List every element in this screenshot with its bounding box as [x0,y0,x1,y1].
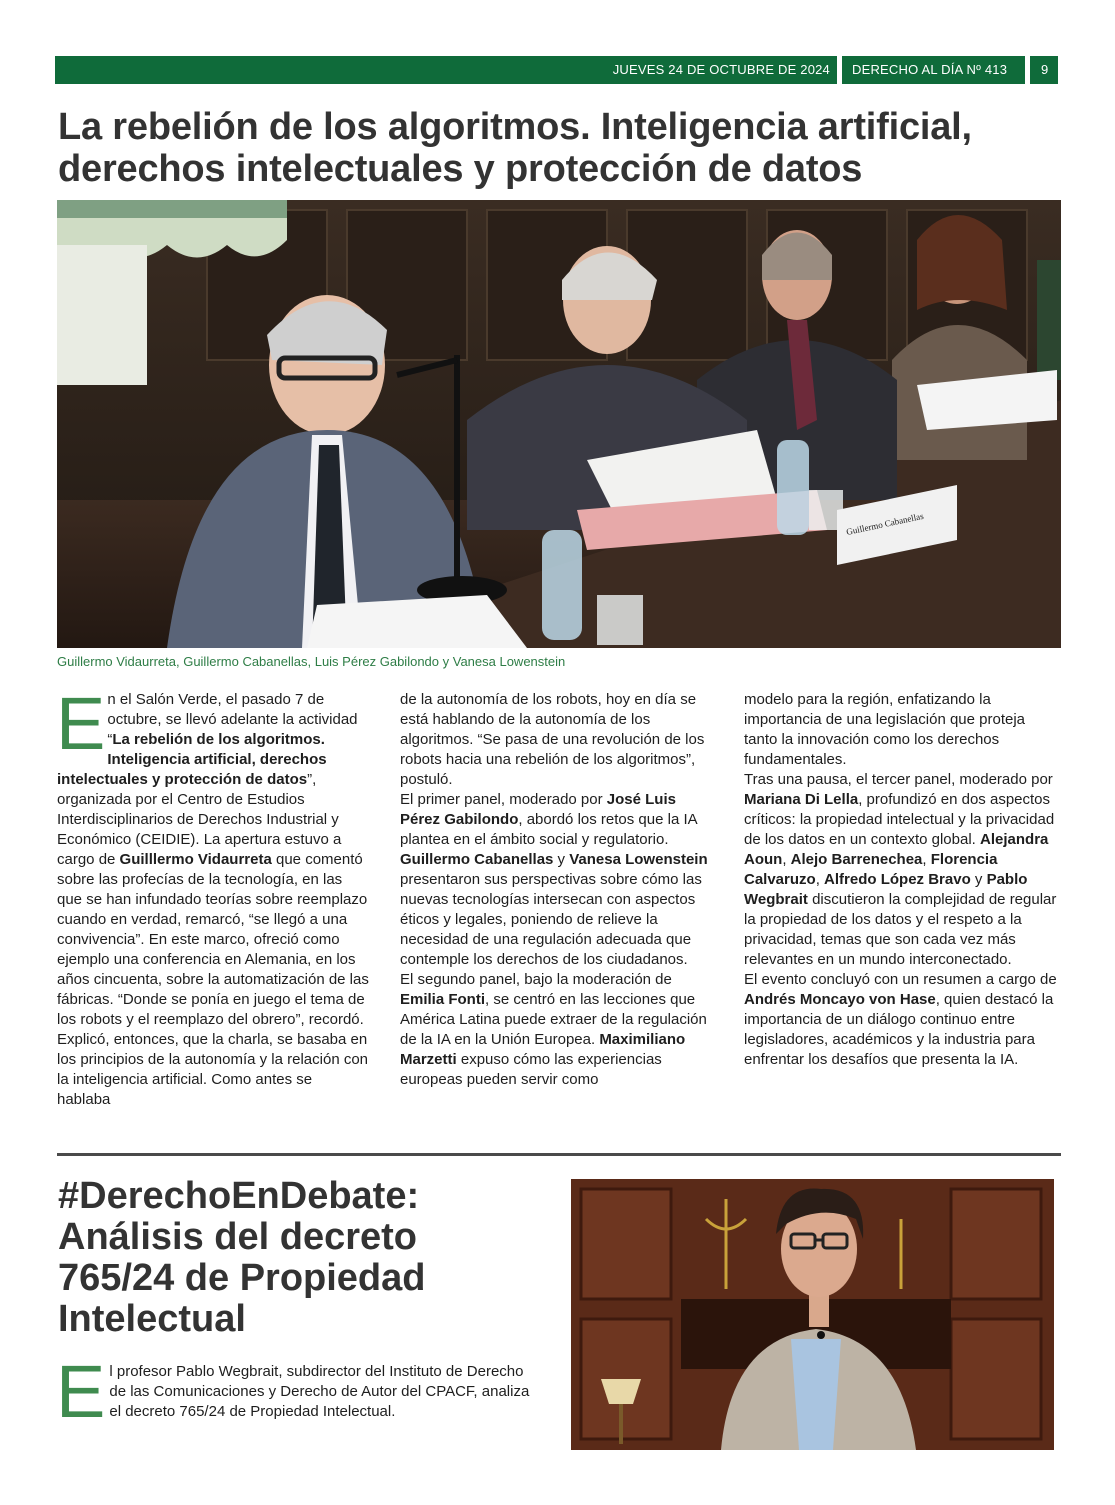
article2-intro [56,1350,542,1433]
header-divider [1025,56,1030,84]
bold-name: Vanesa Lowenstein [569,851,708,868]
drop-cap: E [56,682,106,765]
issue-date: JUEVES 24 DE OCTUBRE DE 2024 [612,62,830,77]
article-column-3 [744,690,1060,1070]
photo-caption: Guillermo Vidaurreta, Guillermo Cabanellas, Luis Pérez Gabilondo y Vanesa Lowenstein [57,654,566,669]
section-divider [57,1153,1061,1156]
bold-name: Guillermo Cabanellas [400,851,554,868]
bold-name: Emilia Fonti [400,991,486,1008]
article-paragraph: de la autonomía de los robots, hoy en día se está hablando de la autonomía de los algoritmos. “Se pasa de una revolución de los robots hacia una rebelión de los algoritmos”, postuló. El primer panel, moderado por José Luis Pérez Gabilondo, abordó los retos que la IA plantea en el ámbito social y regulatorio. Guillermo Cabanellas y Vanesa Lowenstein presentaron sus perspectivas sobre cómo las nuevas tecnologías intersecan con aspectos éticos y legales, poniendo de relieve la necesidad de una regulación adecuada que contemple los derechos de los ciudadanos. El segundo panel, bajo la moderación de Emilia Fonti, se centró en las lecciones que América Latina puede extraer de la regulación de la IA en la Unión Europea. Maximiliano Marzetti expuso cómo las experiencias europeas pueden servir como [400,691,708,1088]
bold-name: Guilllermo Vidaurreta [119,851,272,868]
article-column-2 [400,690,716,1090]
page-header-bar [55,56,1058,84]
article-title: La rebelión de los algoritmos. Inteligencia artificial, derechos intelectuales y protección de datos [58,106,972,190]
bold-name: La rebelión de los algoritmos. Inteligencia artificial, derechos intelectuales y protección de datos [57,731,327,788]
bold-name: Mariana Di Lella [744,791,859,808]
bold-name: Alfredo López Bravo [824,871,971,888]
bold-name: Florencia Calvaruzo [744,851,998,888]
bold-name: Andrés Moncayo von Hase [744,991,936,1008]
article2-body: l profesor Pablo Wegbrait, subdirector del Instituto de Derecho de las Comunicaciones y Derecho de Autor del CPACF, analiza el decreto 765/24 de Propiedad Intelectual. [109,1363,530,1420]
speaker-photo [571,1179,1054,1450]
nameplate-text: Guillermo Cabanellas [845,510,925,537]
drop-cap: E [56,1350,106,1433]
bold-name: Pablo Wegbrait [744,871,1028,908]
article-title-2: #DerechoEnDebate: Análisis del decreto 765/24 de Propiedad Intelectual [58,1175,426,1340]
article-paragraph: modelo para la región, enfatizando la importancia de una legislación que proteja tanto la innovación como los derechos fundamentales. Tras una pausa, el tercer panel, moderado por Mariana Di Lella, profundizó en dos aspectos críticos: la propiedad intelectual y la privacidad de los datos en un contexto global. Alejandra Aoun, Alejo Barrenechea, Florencia Calvaruzo, Alfredo López Bravo y Pablo Wegbrait discutieron la complejidad de regular la propiedad de los datos y el respeto a la privacidad, temas que son cada vez más relevantes en un mundo interconectado. El evento concluyó con un resumen a cargo de Andrés Moncayo von Hase, quien destacó la importancia de un diálogo continuo entre legisladores, académicos y la industria para enfrentar los desafíos que presenta la IA. [744,691,1057,1068]
bold-name: Alejandra Aoun [744,831,1049,868]
page-number: 9 [1041,62,1049,77]
bold-name: Maximiliano Marzetti [400,1031,686,1068]
publication-issue: DERECHO AL DÍA Nº 413 [852,62,1008,77]
bold-name: José Luis Pérez Gabilondo [400,791,676,828]
header-divider [837,56,842,84]
article-column-1 [56,682,369,1110]
bold-name: Alejo Barrenechea [790,851,923,868]
panel-photo [57,200,1061,648]
article-paragraph: n el Salón Verde, el pasado 7 de octubre, se llevó adelante la actividad “La rebelión de los algoritmos. Inteligencia artificial, derechos intelectuales y protección de datos”, organizada por el Centro de Estudios Interdisciplinarios de Derechos Industrial y Económico (CEIDIE). La apertura estuvo a cargo de Guilllermo Vidaurreta que comentó sobre las profecías de la tecnología, en las que se han infundado teorías sobre reemplazo cuando en verdad, remarcó, “se llegó a una convivencia”. En este marco, ofreció como ejemplo una conferencia en Alemania, en los años cincuenta, sobre la automatización de las fábricas. “Donde se ponía en juego el tema de los robots y el reemplazo del obrero”, recordó. Explicó, entonces, que la charla, se basaba en los principios de la autonomía y la relación con la inteligencia artificial. Como antes se hablaba [57,691,369,1108]
